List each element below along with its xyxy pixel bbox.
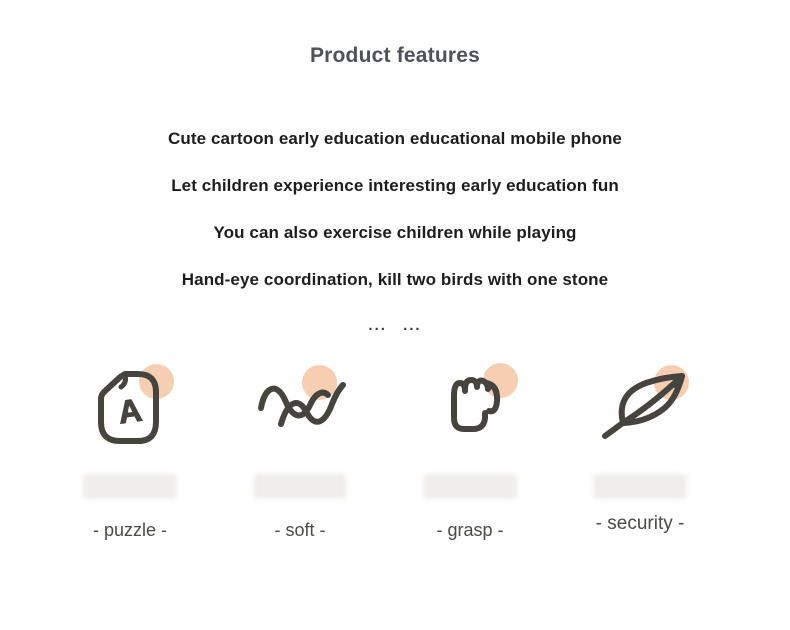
letter-a-card-icon — [84, 358, 176, 446]
description-block — [0, 130, 790, 289]
faded-text-placeholder — [83, 474, 177, 499]
feature-label-puzzle: - puzzle - — [92, 520, 168, 540]
faded-text-placeholder — [423, 474, 517, 499]
description-line-3: You can also exercise children while playing — [213, 223, 577, 242]
feature-label-grasp: - grasp - — [436, 520, 504, 540]
faded-text-placeholder — [253, 474, 347, 499]
feature-icon-wrap — [594, 358, 686, 446]
feature-icon-wrap — [84, 358, 176, 446]
leaf-icon — [594, 358, 686, 446]
feature-label-security: - security - — [595, 513, 685, 534]
page-title: Product features — [309, 44, 481, 67]
feature-icon-wrap — [254, 358, 346, 446]
ellipsis-text: ... ... — [368, 317, 422, 334]
product-features-page — [0, 44, 790, 540]
faded-text-placeholder — [593, 474, 687, 499]
wave-lines-icon — [254, 358, 346, 446]
feature-grasp — [395, 358, 545, 540]
icon-letter-a: A — [115, 391, 144, 431]
description-line-2: Let children experience interesting early education fun — [171, 176, 619, 195]
feature-label-soft: - soft - — [274, 520, 326, 540]
feature-security — [565, 358, 715, 540]
description-line-4: Hand-eye coordination, kill two birds with one stone — [181, 270, 609, 289]
description-line-1: Cute cartoon early education educational mobile phone — [168, 129, 622, 148]
feature-puzzle — [55, 358, 205, 540]
fist-icon — [424, 358, 516, 446]
features-row — [55, 358, 715, 540]
feature-icon-wrap — [424, 358, 516, 446]
feature-soft — [225, 358, 375, 540]
